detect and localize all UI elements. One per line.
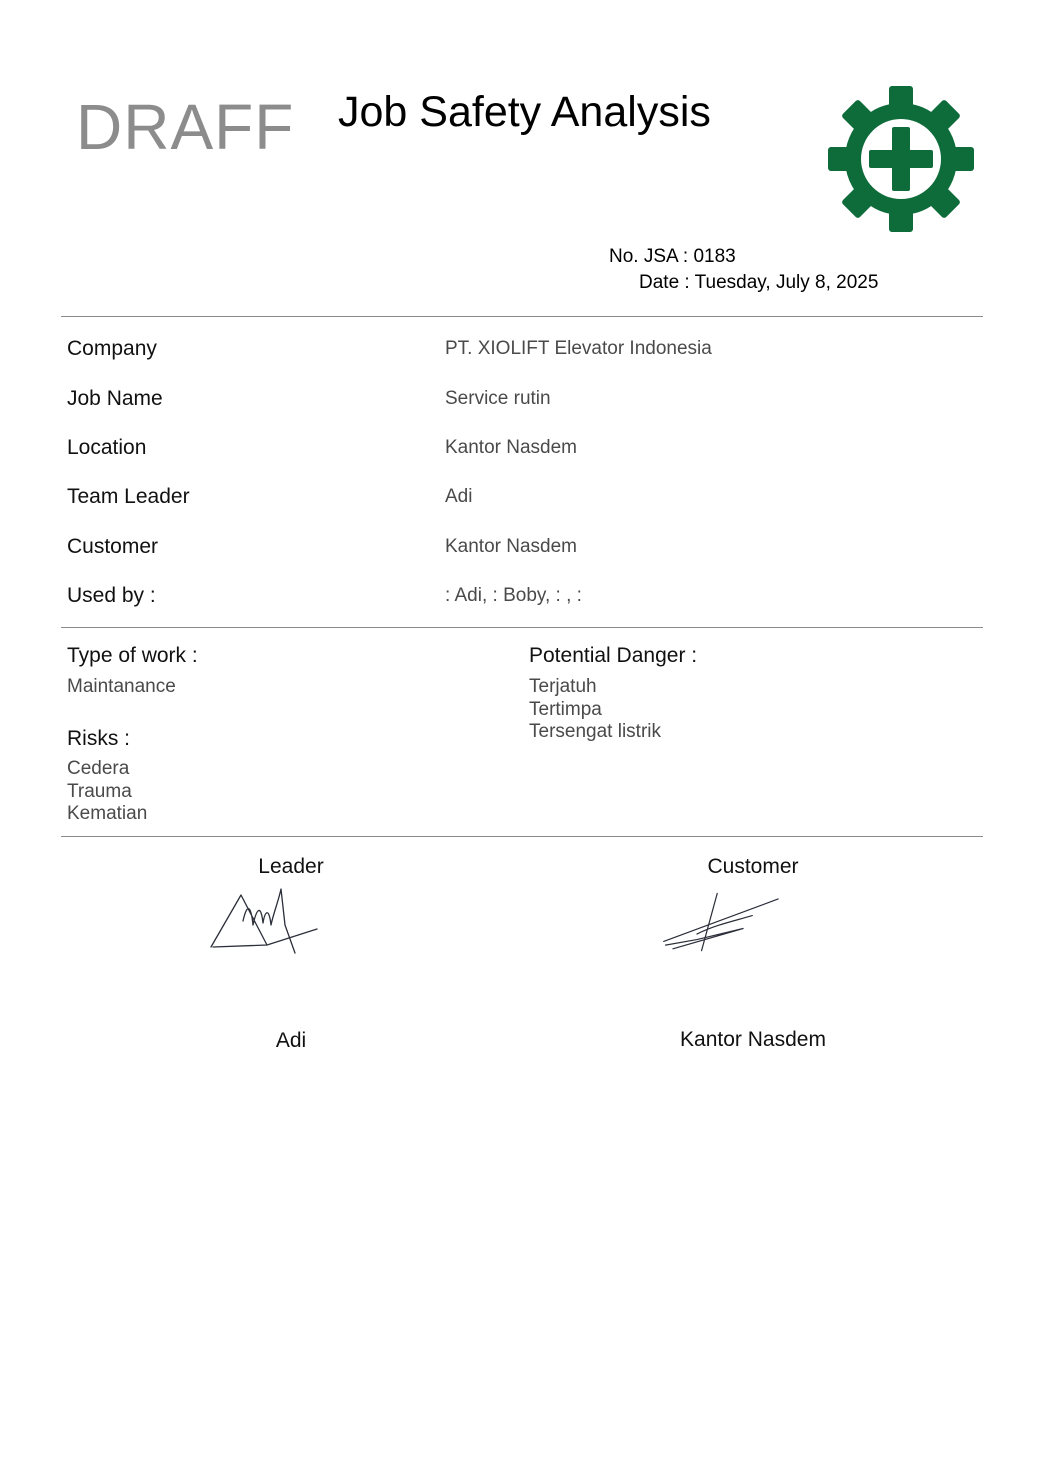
- draft-watermark: DRAFF: [76, 91, 295, 163]
- team-leader-value: Adi: [445, 486, 473, 507]
- list-item: Kematian: [67, 803, 148, 824]
- job-name-label: Job Name: [67, 387, 163, 410]
- team-leader-label: Team Leader: [67, 485, 190, 508]
- company-label: Company: [67, 337, 157, 360]
- list-item: Tertimpa: [529, 698, 602, 720]
- customer-signature-label: Customer: [707, 855, 799, 878]
- type-of-work-value: Maintanance: [67, 676, 176, 697]
- location-value: Kantor Nasdem: [445, 437, 578, 458]
- company-value: PT. XIOLIFT Elevator Indonesia: [445, 338, 712, 359]
- location-label: Location: [67, 436, 147, 459]
- customer-label: Customer: [67, 535, 159, 558]
- potential-danger-label: Potential Danger :: [529, 644, 698, 667]
- list-item: Tersengat listrik: [529, 721, 661, 742]
- leader-signature-label: Leader: [258, 855, 324, 878]
- document-title: Job Safety Analysis: [338, 88, 711, 136]
- safety-gear-cross-icon: [826, 86, 976, 232]
- list-item: Trauma: [67, 780, 132, 802]
- type-of-work-label: Type of work :: [67, 644, 198, 667]
- risks-list: [67, 758, 147, 826]
- jsa-number: No. JSA : 0183: [609, 246, 736, 267]
- divider: [61, 316, 983, 317]
- risks-label: Risks :: [67, 727, 130, 750]
- divider: [61, 627, 983, 628]
- used-by-value: : Adi, : Boby, : , :: [445, 585, 582, 606]
- list-item: Cedera: [67, 758, 130, 779]
- customer-name: Kantor Nasdem: [680, 1028, 826, 1051]
- leader-signature: [205, 885, 325, 960]
- customer-signature: [660, 885, 780, 960]
- customer-value: Kantor Nasdem: [445, 536, 578, 557]
- potential-danger-list: [529, 676, 661, 744]
- document-date: Date : Tuesday, July 8, 2025: [639, 272, 879, 293]
- list-item: Terjatuh: [529, 676, 597, 697]
- job-name-value: Service rutin: [445, 388, 551, 409]
- used-by-label: Used by :: [67, 584, 156, 607]
- divider: [61, 836, 983, 837]
- leader-name: Adi: [275, 1029, 307, 1052]
